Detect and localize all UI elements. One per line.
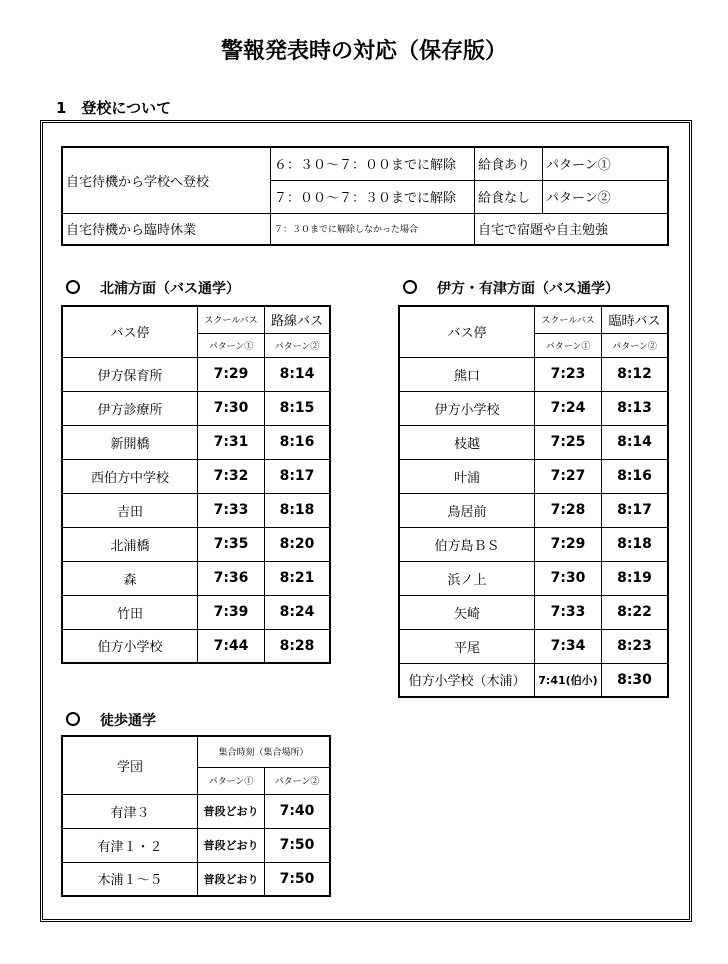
table-row bbox=[62, 561, 330, 595]
cell-p1: 7:24 bbox=[535, 391, 602, 425]
cell-p2: 8:14 bbox=[602, 425, 669, 459]
cell-p1: 7:35 bbox=[198, 527, 265, 561]
cell-p2: 8:16 bbox=[602, 459, 669, 493]
table-row bbox=[399, 663, 668, 697]
col-p1: パターン① bbox=[198, 333, 265, 357]
cell-p2: 8:21 bbox=[265, 561, 331, 595]
cell-stop: 新開橋 bbox=[62, 425, 198, 459]
cell-stop: 伯方小学校（木浦） bbox=[399, 663, 535, 697]
cell-p2: 8:14 bbox=[265, 357, 331, 391]
circle-icon bbox=[403, 280, 417, 294]
summary-table bbox=[61, 146, 669, 246]
cell-stop: 伯方島ＢＳ bbox=[399, 527, 535, 561]
cell-p1: 7:34 bbox=[535, 629, 602, 663]
cell-stop: 伊方保育所 bbox=[62, 357, 198, 391]
cell-stop: 枝越 bbox=[399, 425, 535, 459]
col-p2: パターン② bbox=[265, 333, 331, 357]
cell-p2: 8:20 bbox=[265, 527, 331, 561]
cell-group: 木浦１～５ bbox=[62, 862, 198, 896]
cell-p1: 普段どおり bbox=[198, 862, 265, 896]
table-row bbox=[62, 391, 330, 425]
cell-p2: 8:28 bbox=[265, 629, 331, 663]
cell-p2: 7:50 bbox=[265, 828, 331, 862]
ikata-heading: 伊方・有津方面（バス通学） bbox=[403, 278, 619, 298]
col-time: 集合時刻（集合場所） bbox=[198, 736, 331, 767]
cell-p1: 7:29 bbox=[198, 357, 265, 391]
table-row bbox=[399, 391, 668, 425]
col-group: 学団 bbox=[62, 736, 198, 794]
cell-stop: 北浦橋 bbox=[62, 527, 198, 561]
cell-p1: 普段どおり bbox=[198, 828, 265, 862]
table-row bbox=[62, 794, 330, 828]
cell-p1: 7:31 bbox=[198, 425, 265, 459]
cell-p1: 7:23 bbox=[535, 357, 602, 391]
col-stop: バス停 bbox=[399, 306, 535, 357]
cell-p1: 7:33 bbox=[198, 493, 265, 527]
cell-stop: 鳥居前 bbox=[399, 493, 535, 527]
cell-p1: 7:36 bbox=[198, 561, 265, 595]
table-row bbox=[399, 425, 668, 459]
cell-p1: 7:25 bbox=[535, 425, 602, 459]
summary-meal: 給食なし bbox=[475, 180, 543, 213]
cell-p2: 8:16 bbox=[265, 425, 331, 459]
col-bus2: 路線バス bbox=[265, 306, 331, 333]
table-row bbox=[399, 561, 668, 595]
cell-stop: 吉田 bbox=[62, 493, 198, 527]
ikata-table bbox=[398, 305, 669, 698]
walk-heading: 徒歩通学 bbox=[66, 710, 156, 730]
cell-stop: 熊口 bbox=[399, 357, 535, 391]
cell-p2: 8:22 bbox=[602, 595, 669, 629]
table-row bbox=[62, 425, 330, 459]
cell-p1: 7:29 bbox=[535, 527, 602, 561]
table-row bbox=[62, 862, 330, 896]
ikata-body bbox=[399, 357, 668, 697]
cell-stop: 矢崎 bbox=[399, 595, 535, 629]
cell-p2: 8:18 bbox=[265, 493, 331, 527]
col-bus2: 臨時バス bbox=[602, 306, 669, 333]
cell-stop: 平尾 bbox=[399, 629, 535, 663]
table-row bbox=[62, 527, 330, 561]
col-p1: パターン① bbox=[535, 333, 602, 357]
cell-p2: 8:24 bbox=[265, 595, 331, 629]
table-row bbox=[62, 459, 330, 493]
summary-condition: ７：００～７：３０までに解除 bbox=[271, 180, 475, 213]
cell-p1: 7:27 bbox=[535, 459, 602, 493]
table-row bbox=[399, 459, 668, 493]
table-row bbox=[399, 595, 668, 629]
cell-p1: 7:44 bbox=[198, 629, 265, 663]
summary-result: 自宅で宿題や自主勉強 bbox=[475, 213, 669, 245]
cell-p2: 8:18 bbox=[602, 527, 669, 561]
walk-body bbox=[62, 794, 330, 896]
summary-condition: ６：３０～７：００までに解除 bbox=[271, 147, 475, 180]
cell-p2: 8:15 bbox=[265, 391, 331, 425]
cell-p2: 8:17 bbox=[265, 459, 331, 493]
cell-p2: 7:40 bbox=[265, 794, 331, 828]
circle-icon bbox=[66, 712, 80, 726]
cell-p2: 7:50 bbox=[265, 862, 331, 896]
page-title: 警報発表時の対応（保存版） bbox=[220, 39, 507, 64]
table-row bbox=[62, 629, 330, 663]
cell-stop: 伯方小学校 bbox=[62, 629, 198, 663]
cell-p1: 7:39 bbox=[198, 595, 265, 629]
cell-p2: 8:17 bbox=[602, 493, 669, 527]
table-row bbox=[62, 595, 330, 629]
cell-p2: 8:12 bbox=[602, 357, 669, 391]
cell-stop: 竹田 bbox=[62, 595, 198, 629]
summary-meal: 給食あり bbox=[475, 147, 543, 180]
cell-stop: 伊方診療所 bbox=[62, 391, 198, 425]
cell-group: 有津１・２ bbox=[62, 828, 198, 862]
table-row bbox=[399, 493, 668, 527]
col-p1: パターン① bbox=[198, 767, 265, 794]
cell-p1: 普段どおり bbox=[198, 794, 265, 828]
cell-stop: 浜ノ上 bbox=[399, 561, 535, 595]
circle-icon bbox=[66, 280, 80, 294]
cell-stop: 叶浦 bbox=[399, 459, 535, 493]
summary-label: 自宅待機から臨時休業 bbox=[62, 213, 271, 245]
table-row bbox=[62, 493, 330, 527]
cell-p1: 7:30 bbox=[198, 391, 265, 425]
kitaura-table bbox=[61, 305, 331, 664]
col-p2: パターン② bbox=[265, 767, 331, 794]
col-p2: パターン② bbox=[602, 333, 669, 357]
cell-p2: 8:23 bbox=[602, 629, 669, 663]
summary-condition: ７：３０までに解除しなかった場合 bbox=[271, 213, 475, 245]
table-row bbox=[399, 357, 668, 391]
summary-label: 自宅待機から学校へ登校 bbox=[62, 147, 271, 213]
col-bus1: スクールバス bbox=[535, 306, 602, 333]
kitaura-heading: 北浦方面（バス通学） bbox=[66, 278, 240, 298]
cell-p1: 7:28 bbox=[535, 493, 602, 527]
col-bus1: スクールバス bbox=[198, 306, 265, 333]
table-row bbox=[62, 828, 330, 862]
table-row bbox=[62, 147, 668, 180]
section-heading: 1 登校について bbox=[56, 99, 172, 117]
table-row bbox=[62, 357, 330, 391]
summary-pattern: パターン① bbox=[543, 147, 669, 180]
table-row bbox=[399, 527, 668, 561]
walk-table bbox=[61, 735, 331, 897]
cell-group: 有津３ bbox=[62, 794, 198, 828]
table-row bbox=[399, 629, 668, 663]
col-stop: バス停 bbox=[62, 306, 198, 357]
cell-p2: 8:30 bbox=[602, 663, 669, 697]
cell-stop: 伊方小学校 bbox=[399, 391, 535, 425]
cell-p2: 8:13 bbox=[602, 391, 669, 425]
table-row bbox=[62, 213, 668, 245]
cell-p1: 7:33 bbox=[535, 595, 602, 629]
cell-p1: 7:32 bbox=[198, 459, 265, 493]
cell-p2: 8:19 bbox=[602, 561, 669, 595]
kitaura-body bbox=[62, 357, 330, 663]
cell-stop: 森 bbox=[62, 561, 198, 595]
cell-p1: 7:30 bbox=[535, 561, 602, 595]
cell-p1: 7:41(伯小) bbox=[535, 663, 602, 697]
summary-pattern: パターン② bbox=[543, 180, 669, 213]
cell-stop: 西伯方中学校 bbox=[62, 459, 198, 493]
